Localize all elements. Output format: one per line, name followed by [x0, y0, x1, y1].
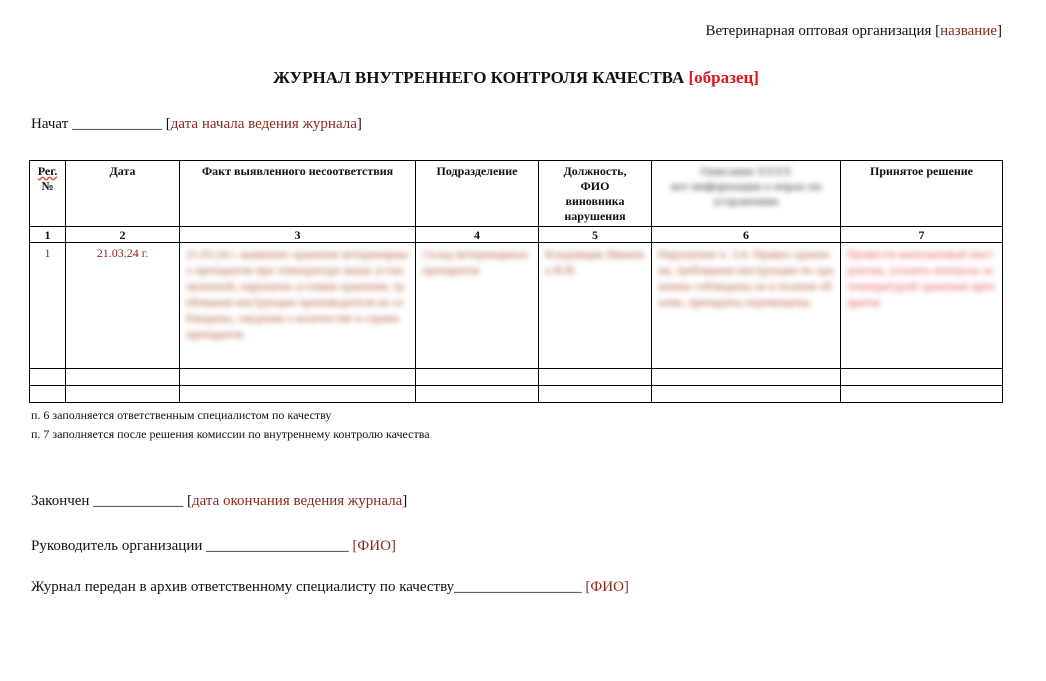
cell-department: Склад ветеринарных препаратов — [416, 243, 539, 369]
archive-fio-placeholder: [ФИО] — [585, 579, 629, 595]
col-header-person: Должность, ФИО виновника нарушения — [539, 161, 652, 227]
organization-line: Ветеринарная оптовая организация [название] — [705, 23, 1002, 39]
organization-label: Ветеринарная оптовая организация — [705, 23, 932, 39]
col-header-fact: Факт выявленного несоответствия — [180, 161, 416, 227]
table-row — [30, 386, 1003, 403]
col-header-department: Подразделение — [416, 161, 539, 227]
end-date-placeholder: дата окончания ведения журнала — [191, 493, 403, 509]
head-fio-placeholder: [ФИО] — [352, 538, 396, 554]
col-header-decision: Принятое решение — [841, 161, 1003, 227]
head-label: Руководитель организации — [31, 538, 203, 554]
cell-date: 21.03.24 г. — [66, 243, 180, 369]
archive-label: Журнал передан в архив ответственному специалисту по качеству — [31, 579, 455, 595]
cell-fact: 21.03.24 г. выявлено хранение ветеринарных препаратов при температуре выше установленной, нарушены условия хранения, требования инструкции производителя не соблюдены, сведения о количестве и сериях препаратов — [180, 243, 416, 369]
cell-decision: Провести внеплановый инструктаж, усилить контроль за температурой хранения препаратов — [841, 243, 1003, 369]
col-header-reg: Рег. № — [30, 161, 66, 227]
cell-description: Нарушение п. 3.4. Правил хранения, требования инструкции по хранению соблюдены не в полном объеме, препараты перемещены — [652, 243, 841, 369]
archive-line — [31, 579, 629, 596]
head-blank: ___________________ — [206, 538, 349, 554]
start-line: Начат ____________ [дата начала ведения журнала] — [31, 116, 362, 132]
note-column-6: п. 6 заполняется ответственным специалистом по качеству — [31, 408, 332, 422]
head-line — [31, 538, 396, 555]
page-title — [0, 68, 1032, 88]
table-row — [30, 369, 1003, 386]
archive-blank: _________________ — [454, 579, 582, 595]
table-header-row — [30, 161, 1003, 227]
end-line: Закончен ____________ [дата окончания ведения журнала] — [31, 493, 408, 509]
end-blank: ____________ — [93, 493, 184, 509]
note-column-7: п. 7 заполняется после решения комиссии по внутреннему контролю качества — [31, 427, 430, 441]
col-header-date: Дата — [66, 161, 180, 227]
journal-table — [29, 160, 1003, 403]
cell-person: Кладовщик Иванова И.И. — [539, 243, 652, 369]
start-date-placeholder: дата начала ведения журнала — [170, 116, 357, 132]
end-label: Закончен — [31, 493, 90, 509]
cell-reg: 1 — [30, 243, 66, 369]
sample-tag: [образец] — [688, 68, 759, 87]
start-blank: ____________ — [72, 116, 163, 132]
journal-title: ЖУРНАЛ ВНУТРЕННЕГО КОНТРОЛЯ КАЧЕСТВА — [273, 68, 685, 87]
table-row — [30, 243, 1003, 369]
start-label: Начат — [31, 116, 69, 132]
organization-name-placeholder: название — [940, 23, 997, 39]
col-header-description: Описание ХХХХ нет информации о мерах по устранению — [652, 161, 841, 227]
column-numbers-row: 1 2 3 4 5 6 7 — [30, 227, 1003, 243]
